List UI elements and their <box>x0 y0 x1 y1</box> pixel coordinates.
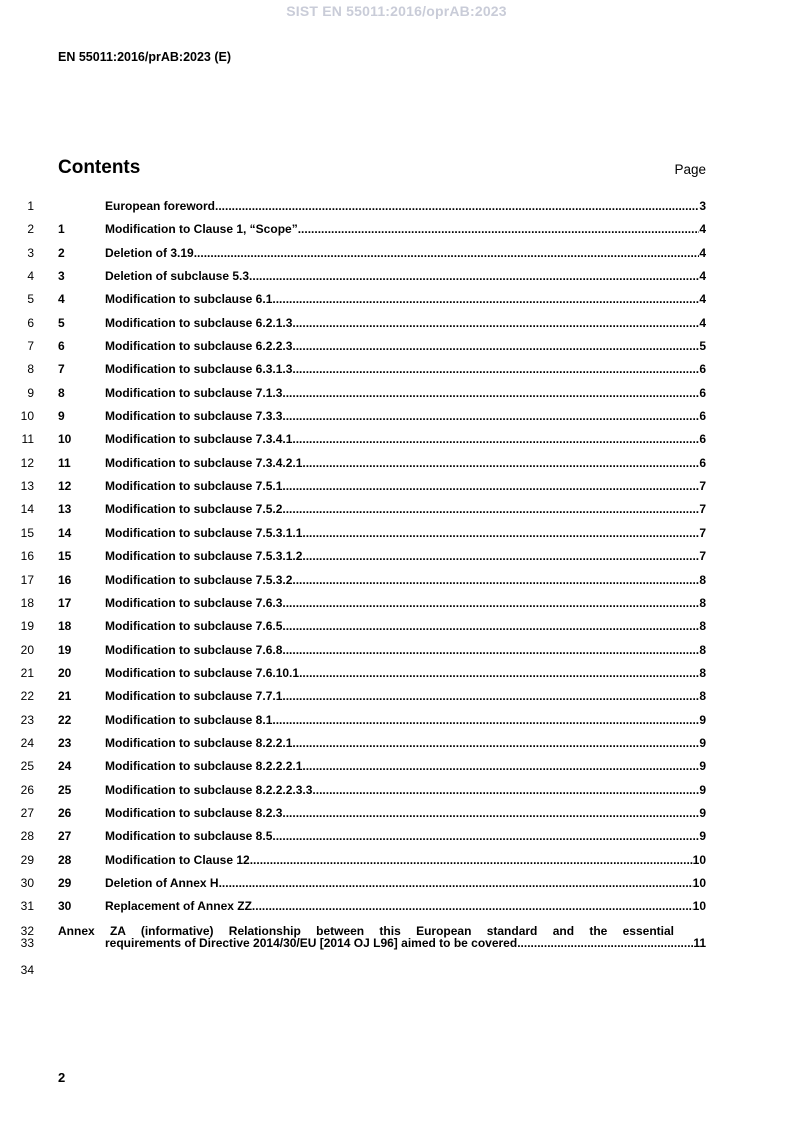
line-number: 25 <box>20 759 34 774</box>
leader-dots <box>292 316 699 330</box>
toc-entry-line <box>58 596 706 610</box>
line-number: 29 <box>20 852 34 867</box>
toc-entry-number: 23 <box>58 735 72 750</box>
line-number: 31 <box>20 899 34 914</box>
toc-entry-page: 7 <box>699 525 706 540</box>
toc-entry-page: 10 <box>692 899 706 914</box>
line-number: 18 <box>20 595 34 610</box>
toc-entry-line <box>58 386 706 400</box>
toc-entry-page: 10 <box>692 852 706 867</box>
toc-entry-line <box>58 456 706 470</box>
toc-entry-number: 15 <box>58 549 72 564</box>
toc-entry[interactable] <box>0 899 793 922</box>
line-number: 12 <box>20 455 34 470</box>
toc-entry-line <box>58 783 706 797</box>
toc-entry-page: 9 <box>699 712 706 727</box>
line-number: 23 <box>20 712 34 727</box>
toc-entry[interactable] <box>0 456 793 479</box>
toc-entry-title: Modification to subclause 6.1 <box>105 292 273 307</box>
toc-entry-number: 6 <box>58 339 65 354</box>
toc-entry-number: 5 <box>58 315 65 330</box>
leader-dots <box>282 596 699 610</box>
leader-dots <box>292 432 699 446</box>
toc-entry-page: 8 <box>699 572 706 587</box>
toc-entry-page: 4 <box>699 269 706 284</box>
toc-entry[interactable] <box>0 806 793 829</box>
leader-dots <box>299 666 699 680</box>
line-number: 9 <box>27 385 34 400</box>
toc-entry-number: 29 <box>58 875 72 890</box>
toc-entry-line <box>58 339 706 353</box>
line-number: 33 <box>20 935 34 950</box>
toc-entry-title: Modification to subclause 7.5.1 <box>105 479 283 494</box>
toc-entry-page: 4 <box>699 315 706 330</box>
leader-dots <box>517 937 693 949</box>
toc-entry-number: 28 <box>58 852 72 867</box>
toc-entry-number: 21 <box>58 689 72 704</box>
annex-title-text: requirements of Directive 2014/30/EU [2014 OJ L96] aimed to be covered <box>105 935 518 950</box>
toc-entry-number: 3 <box>58 269 65 284</box>
toc-entry-line <box>58 479 706 493</box>
leader-dots <box>302 456 699 470</box>
toc-entry-number: 16 <box>58 572 72 587</box>
line-number: 2 <box>27 222 34 237</box>
line-number: 24 <box>20 735 34 750</box>
page-number: 2 <box>58 1070 66 1085</box>
toc-entry-page: 9 <box>699 829 706 844</box>
toc-entry-page: 7 <box>699 502 706 517</box>
toc-entry[interactable] <box>0 573 793 596</box>
toc-entry-title: Modification to subclause 7.6.3 <box>105 595 283 610</box>
toc-entry-number: 13 <box>58 502 72 517</box>
toc-entry-number <box>58 199 105 213</box>
toc-entry-line <box>58 736 706 750</box>
leader-dots <box>219 876 693 890</box>
toc-entry-line <box>58 292 706 306</box>
toc-entry-page: 6 <box>699 432 706 447</box>
toc-entry-page: 4 <box>699 292 706 307</box>
line-number: 11 <box>21 432 34 447</box>
line-number: 32 <box>20 923 34 938</box>
toc-entry-title: Modification to subclause 8.2.2.2.1 <box>105 759 303 774</box>
toc-entry-title: Modification to subclause 7.6.8 <box>105 642 283 657</box>
toc-entry[interactable] <box>0 549 793 572</box>
line-number: 21 <box>20 665 34 680</box>
toc-entry-title: Modification to subclause 8.2.3 <box>105 805 283 820</box>
toc-entry[interactable] <box>0 689 793 712</box>
toc-entry-title: Modification to subclause 7.3.3 <box>105 409 283 424</box>
toc-entry-line <box>58 316 706 330</box>
toc-entry-number: 22 <box>58 712 72 727</box>
toc-entry-title: Modification to subclause 7.5.3.1.1 <box>105 525 303 540</box>
line-number: 26 <box>20 782 34 797</box>
toc-entry-line <box>58 876 706 890</box>
line-number: 13 <box>20 479 34 494</box>
leader-dots <box>292 362 699 376</box>
toc-entry-title: Deletion of subclause 5.3 <box>105 269 250 284</box>
toc-entry-page: 4 <box>699 245 706 260</box>
annex-title-line-2 <box>105 937 706 949</box>
toc-entry[interactable] <box>0 246 793 269</box>
leader-dots <box>282 643 699 657</box>
toc-entry-title: Modification to subclause 7.5.3.1.2 <box>105 549 303 564</box>
toc-entry-number: 27 <box>58 829 72 844</box>
toc-entry-line <box>58 362 706 376</box>
toc-entry-line <box>58 432 706 446</box>
line-number: 28 <box>20 829 34 844</box>
toc-entry-line <box>58 619 706 633</box>
toc-entry[interactable] <box>0 876 793 899</box>
toc-entry-line <box>58 269 706 283</box>
toc-entry-page: 5 <box>699 339 706 354</box>
line-number: 6 <box>27 315 34 330</box>
toc-entry-title: Modification to subclause 7.6.10.1 <box>105 665 300 680</box>
toc-entry[interactable] <box>0 666 793 689</box>
line-number: 8 <box>27 362 34 377</box>
toc-entry-line <box>58 222 706 236</box>
toc-entry-title: Modification to subclause 8.2.2.2.3.3 <box>105 782 313 797</box>
toc-entry-line <box>58 899 706 913</box>
toc-entry-line <box>58 549 706 563</box>
toc-entry-page: 9 <box>699 735 706 750</box>
toc-entry-line <box>58 666 706 680</box>
line-number: 15 <box>20 525 34 540</box>
toc-entry-title: Modification to subclause 7.5.3.2 <box>105 572 293 587</box>
toc-entry[interactable] <box>0 759 793 782</box>
line-number: 16 <box>20 549 34 564</box>
toc-entry-number: 9 <box>58 409 65 424</box>
leader-dots <box>282 806 699 820</box>
toc-entry-number: 30 <box>58 899 72 914</box>
line-number: 5 <box>27 292 34 307</box>
toc-entry[interactable] <box>0 199 793 222</box>
toc-entry[interactable] <box>0 386 793 409</box>
toc-entry-number: 2 <box>58 245 65 260</box>
leader-dots <box>302 549 699 563</box>
line-number: 14 <box>20 502 34 517</box>
toc-entry-line <box>58 526 706 540</box>
leader-dots <box>282 689 699 703</box>
toc-entry-line <box>58 199 706 213</box>
toc-entry-title: Modification to subclause 8.5 <box>105 829 273 844</box>
leader-dots <box>272 713 699 727</box>
toc-entry-page: 8 <box>699 642 706 657</box>
leader-dots <box>292 736 699 750</box>
toc-entry-number: 10 <box>58 432 72 447</box>
leader-dots <box>302 526 699 540</box>
toc-entry-title: Deletion of 3.19 <box>105 245 194 260</box>
toc-entry-title: Modification to Clause 1, “Scope” <box>105 222 298 237</box>
toc-entry-line <box>58 573 706 587</box>
toc-entry-page: 9 <box>699 782 706 797</box>
leader-dots <box>282 409 699 423</box>
toc-entry-line <box>58 409 706 423</box>
toc-entry-page: 8 <box>699 595 706 610</box>
toc-entry-number: 19 <box>58 642 72 657</box>
annex-title-line-1: Annex ZA (informative) Relationship between this European standard and the essential <box>58 923 674 938</box>
toc-entry-number: 14 <box>58 525 72 540</box>
toc-entry[interactable] <box>0 643 793 666</box>
document-identifier: EN 55011:2016/prAB:2023 (E) <box>58 50 232 64</box>
toc-entry[interactable] <box>0 853 793 876</box>
line-number: 10 <box>20 409 34 424</box>
toc-entry-number: 20 <box>58 665 72 680</box>
toc-entry-title: Modification to subclause 7.7.1 <box>105 689 283 704</box>
toc-entry[interactable] <box>0 269 793 292</box>
toc-entry-page: 6 <box>699 409 706 424</box>
leader-dots <box>282 619 699 633</box>
toc-entry[interactable] <box>0 713 793 736</box>
toc-entry-line <box>58 829 706 843</box>
toc-entry-number: 7 <box>58 362 65 377</box>
line-number: 7 <box>27 339 34 354</box>
toc-entry-title: Modification to subclause 6.2.2.3 <box>105 339 293 354</box>
toc-entry-title: European foreword <box>105 199 216 213</box>
toc-entry-line <box>58 713 706 727</box>
leader-dots <box>292 339 699 353</box>
toc-entry-page: 9 <box>699 759 706 774</box>
toc-entry-number: 1 <box>58 222 65 237</box>
leader-dots <box>194 246 700 260</box>
toc-entry-page: 6 <box>699 455 706 470</box>
leader-dots <box>272 829 699 843</box>
leader-dots <box>252 899 693 913</box>
contents-heading: Contents <box>58 157 141 178</box>
toc-entry-number: 24 <box>58 759 72 774</box>
toc-entry-title: Modification to Clause 12 <box>105 852 250 867</box>
line-number: 19 <box>20 619 34 634</box>
toc-entry-line <box>58 853 706 867</box>
toc-entry[interactable] <box>0 479 793 502</box>
toc-entry-number: 12 <box>58 479 72 494</box>
line-number: 30 <box>20 875 34 890</box>
line-number: 27 <box>20 805 34 820</box>
toc-entry-page: 7 <box>699 549 706 564</box>
toc-entry-annex[interactable] <box>0 925 793 963</box>
line-number: 3 <box>27 245 34 260</box>
line-number: 34 <box>20 962 34 977</box>
leader-dots <box>249 269 699 283</box>
leader-dots <box>298 222 700 236</box>
line-number: 20 <box>20 642 34 657</box>
leader-dots <box>282 502 699 516</box>
toc-entry-page: 6 <box>699 362 706 377</box>
toc-entry[interactable] <box>0 829 793 852</box>
leader-dots <box>272 292 699 306</box>
toc-entry-line <box>58 806 706 820</box>
toc-entry[interactable] <box>0 736 793 759</box>
watermark: SIST EN 55011:2016/oprAB:2023 <box>286 3 507 19</box>
toc-entry-line <box>58 759 706 773</box>
toc-entry-number: 18 <box>58 619 72 634</box>
toc-entry-number: 8 <box>58 385 65 400</box>
toc-entry-title: Modification to subclause 7.5.2 <box>105 502 283 517</box>
toc-entry-title: Modification to subclause 6.3.1.3 <box>105 362 293 377</box>
toc-entry-page: 7 <box>699 479 706 494</box>
toc-entry[interactable] <box>0 619 793 642</box>
toc-entry-title: Replacement of Annex ZZ <box>105 899 252 914</box>
page-column-label: Page <box>674 162 706 177</box>
toc-entry-title: Modification to subclause 8.1 <box>105 712 273 727</box>
toc-entry-number: 17 <box>58 595 72 610</box>
toc-entry-number: 4 <box>58 292 65 307</box>
toc-entry-page: 3 <box>699 199 706 213</box>
toc-entry[interactable] <box>0 502 793 525</box>
toc-entry-page: 10 <box>692 875 706 890</box>
leader-dots <box>292 573 699 587</box>
leader-dots <box>282 386 699 400</box>
empty-line <box>0 963 793 986</box>
leader-dots <box>282 479 699 493</box>
toc-entry-number: 11 <box>58 455 71 470</box>
line-number: 22 <box>20 689 34 704</box>
toc-entry-line <box>58 246 706 260</box>
toc-entry-line <box>58 689 706 703</box>
leader-dots <box>250 853 693 867</box>
toc-entry-page: 11 <box>693 935 706 950</box>
toc-entry-title: Modification to subclause 7.6.5 <box>105 619 283 634</box>
toc-entry-title: Modification to subclause 6.2.1.3 <box>105 315 293 330</box>
toc-entry-page: 4 <box>699 222 706 237</box>
toc-entry-page: 8 <box>699 665 706 680</box>
toc-entry-line <box>58 502 706 516</box>
toc-entry-number: 26 <box>58 805 72 820</box>
toc-entry[interactable] <box>0 316 793 339</box>
leader-dots <box>302 759 699 773</box>
toc-entry-page: 6 <box>699 385 706 400</box>
toc-entry[interactable] <box>0 292 793 315</box>
table-of-contents <box>0 199 793 986</box>
line-number: 17 <box>20 572 34 587</box>
toc-entry-page: 8 <box>699 689 706 704</box>
toc-entry[interactable] <box>0 596 793 619</box>
toc-entry[interactable] <box>0 432 793 455</box>
line-number: 1 <box>27 199 34 213</box>
toc-entry[interactable] <box>0 362 793 385</box>
toc-entry-page: 9 <box>699 805 706 820</box>
toc-entry-page: 8 <box>699 619 706 634</box>
leader-dots <box>215 199 699 213</box>
toc-entry[interactable] <box>0 222 793 245</box>
toc-entry[interactable] <box>0 526 793 549</box>
toc-entry-title: Modification to subclause 7.3.4.2.1 <box>105 455 303 470</box>
line-number: 4 <box>27 269 34 284</box>
toc-entry[interactable] <box>0 783 793 806</box>
toc-entry-title: Modification to subclause 7.3.4.1 <box>105 432 293 447</box>
toc-entry[interactable] <box>0 409 793 432</box>
toc-entry-title: Deletion of Annex H <box>105 875 219 890</box>
leader-dots <box>312 783 699 797</box>
toc-entry[interactable] <box>0 339 793 362</box>
toc-entry-title: Modification to subclause 8.2.2.1 <box>105 735 293 750</box>
toc-entry-line <box>58 643 706 657</box>
toc-entry-title: Modification to subclause 7.1.3 <box>105 385 283 400</box>
toc-entry-number: 25 <box>58 782 72 797</box>
